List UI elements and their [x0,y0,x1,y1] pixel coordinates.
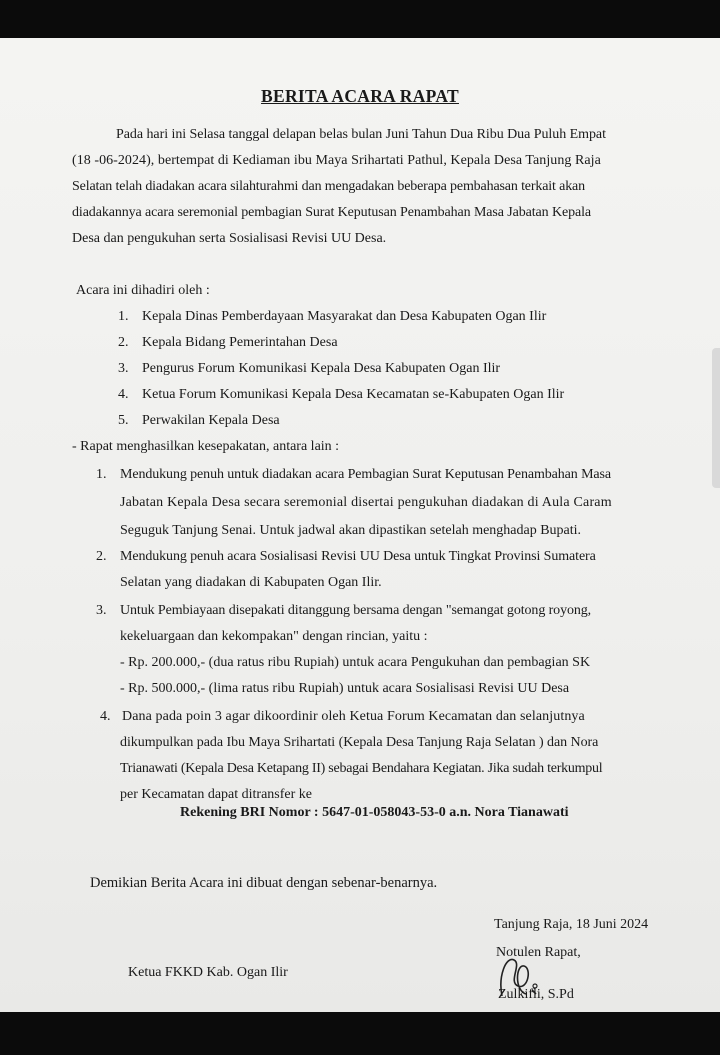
opening-line-1: Pada hari ini Selasa tanggal delapan belas bulan Juni Tahun Dua Ribu Dua Puluh Empat [116,127,606,142]
opening-line-4: diadakannya acara seremonial pembagian Surat Keputusan Penambahan Masa Jabatan Kepala [72,205,592,220]
attendees-heading: Acara ini dihadiri oleh : [76,283,210,298]
opening-line-5: Desa dan pengukuhan serta Sosialisasi Revisi UU Desa. [72,231,387,246]
result-1-line-2: Jabatan Kepala Desa secara seremonial disertai pengukuhan diadakan di Aula Caram [120,495,612,510]
notetaker-name: Zulkifli, S.Pd [498,987,574,1002]
result-2-line-1: Mendukung penuh acara Sosialisasi Revisi UU Desa untuk Tingkat Provinsi Sumatera [120,549,596,564]
attendee-item: Kepala Bidang Pemerintahan Desa [142,335,338,350]
chairman-role: Ketua FKKD Kab. Ogan Ilir [128,965,288,980]
closing-statement: Demikian Berita Acara ini dibuat dengan sebenar-benarnya. [90,875,438,891]
attendee-number: 4. [118,387,129,402]
attendee-number: 3. [118,361,129,376]
results-heading: - Rapat menghasilkan kesepakatan, antara lain : [72,439,340,454]
attendee-number: 2. [118,335,129,350]
attendee-item: Ketua Forum Komunikasi Kepala Desa Kecamatan se-Kabupaten Ogan Ilir [142,387,565,402]
result-1-line-1: Mendukung penuh untuk diadakan acara Pembagian Surat Keputusan Penambahan Masa [120,467,612,482]
result-4-line-1: Dana pada poin 3 agar dikoordinir oleh Ketua Forum Kecamatan dan selanjutnya [122,709,585,724]
attendee-number: 1. [118,309,129,324]
document-title: BERITA ACARA RAPAT [261,86,459,106]
bank-account: Rekening BRI Nomor : 5647-01-058043-53-0 a.n. Nora Tianawati [180,805,569,820]
attendee-item: Kepala Dinas Pemberdayaan Masyarakat dan Desa Kabupaten Ogan Ilir [142,309,547,324]
result-4-line-2: dikumpulkan pada Ibu Maya Srihartati (Kepala Desa Tanjung Raja Selatan ) dan Nora [120,735,599,750]
scroll-handle[interactable] [712,348,720,488]
result-4-line-4: per Kecamatan dapat ditransfer ke [120,787,313,802]
result-3-line-2: kekeluargaan dan kekompakan" dengan rincian, yaitu : [120,629,428,644]
result-number: 4. [100,709,111,724]
fee-item: - Rp. 500.000,- (lima ratus ribu Rupiah) untuk acara Sosialisasi Revisi UU Desa [120,681,570,696]
attendee-item: Perwakilan Kepala Desa [142,413,280,428]
place-date: Tanjung Raja, 18 Juni 2024 [494,917,649,932]
result-number: 3. [96,603,107,618]
opening-line-2: (18 -06-2024), bertempat di Kediaman ibu Maya Srihartati Pathul, Kepala Desa Tanjung Raja [72,153,601,168]
fee-item: - Rp. 200.000,- (dua ratus ribu Rupiah) untuk acara Pengukuhan dan pembagian SK [120,655,591,670]
result-4-line-3: Trianawati (Kepala Desa Ketapang II) sebagai Bendahara Kegiatan. Jika sudah terkumpul [120,761,603,776]
opening-line-3: Selatan telah diadakan acara silahturahmi dan mengadakan beberapa pembahasan terkait akan [72,179,585,194]
attendee-number: 5. [118,413,129,428]
bottom-black-bar [0,1012,720,1055]
notetaker-role: Notulen Rapat, [496,945,581,960]
result-2-line-2: Selatan yang diadakan di Kabupaten Ogan Ilir. [120,575,382,590]
result-number: 1. [96,467,107,482]
result-1-line-3: Seguguk Tanjung Senai. Untuk jadwal akan dipastikan setelah menghadap Bupati. [120,523,582,538]
attendee-item: Pengurus Forum Komunikasi Kepala Desa Kabupaten Ogan Ilir [142,361,501,376]
top-black-bar [0,0,720,38]
result-3-line-1: Untuk Pembiayaan disepakati ditanggung bersama dengan "semangat gotong royong, [120,603,592,618]
result-number: 2. [96,549,107,564]
document-page [0,38,720,1012]
